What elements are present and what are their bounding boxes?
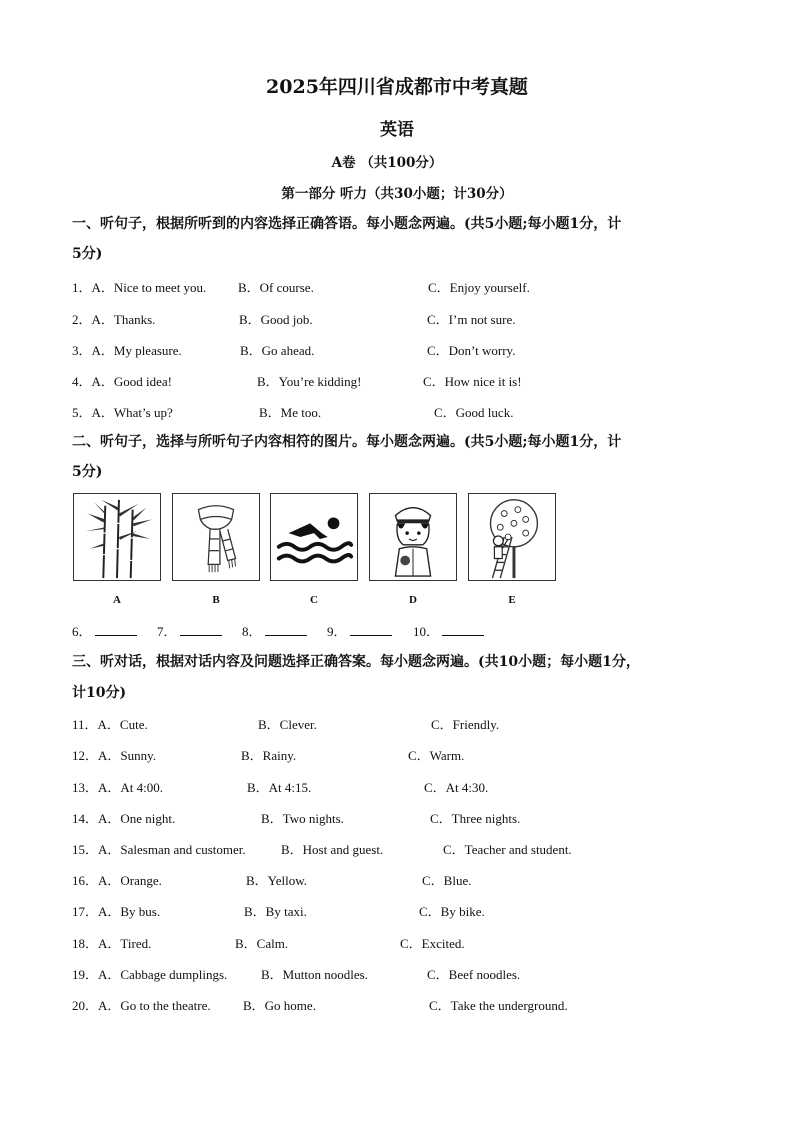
question-11-c: C．Friendly. <box>431 717 500 732</box>
question-15-a: 15．A．Salesman and customer. <box>72 842 246 857</box>
question-14-a: 14．A．One night. <box>72 811 176 826</box>
picture-d <box>369 493 457 581</box>
blank-line <box>95 623 137 636</box>
section2-instruction: 二、听句子，选择与所听句子内容相符的图片。每小题念两遍。(共5小题;每小题1分，计 <box>72 434 622 450</box>
blank-line <box>180 623 222 636</box>
question-11-a: 11．A．Cute. <box>72 717 148 732</box>
answer-blank-7[interactable] <box>157 621 222 640</box>
part-heading: 第一部分 听力（共30小题；计30分） <box>281 186 513 202</box>
question-13-a: 13．A．At 4:00. <box>72 780 164 795</box>
question-4-b: B．You’re kidding! <box>257 374 362 389</box>
section1-instruction-cont: 5分) <box>72 246 103 262</box>
question-1-c: C．Enjoy yourself. <box>428 280 530 295</box>
question-18-a: 18．A．Tired. <box>72 936 152 951</box>
answer-blank-6[interactable] <box>72 621 137 640</box>
question-2-b: B．Good job. <box>239 312 313 327</box>
question-16-c: C．Blue. <box>422 873 472 888</box>
question-19-c: C．Beef noodles. <box>427 967 521 982</box>
apple-picking-icon <box>469 494 555 580</box>
question-17-a: 17．A．By bus. <box>72 904 161 919</box>
subject-title: 英语 <box>380 120 414 140</box>
scarf-icon <box>173 494 259 580</box>
picture-b-label: B <box>212 594 220 606</box>
question-13-c: C．At 4:30. <box>424 780 489 795</box>
question-12-b: B．Rainy. <box>241 748 297 763</box>
picture-c-label: C <box>310 594 318 606</box>
section2-instruction-cont: 5分) <box>72 464 103 480</box>
question-20-a: 20．A．Go to the theatre. <box>72 998 211 1013</box>
question-12-a: 12．A．Sunny. <box>72 748 157 763</box>
question-15-c: C．Teacher and student. <box>443 842 572 857</box>
picture-a <box>73 493 161 581</box>
question-5-b: B．Me too. <box>259 405 322 420</box>
section3-instruction: 三、听对话，根据对话内容及问题选择正确答案。每小题念两遍。(共10小题；每小题1分， <box>72 654 640 670</box>
bamboo-icon <box>74 494 160 580</box>
picture-c <box>270 493 358 581</box>
question-20-b: B．Go home. <box>243 998 316 1013</box>
blank-line <box>350 623 392 636</box>
blank-number: 9． <box>327 624 347 639</box>
question-2-a: 2．A．Thanks. <box>72 312 156 327</box>
question-11-b: B．Clever. <box>258 717 317 732</box>
question-4-a: 4．A．Good idea! <box>72 374 173 389</box>
nurse-icon <box>370 494 456 580</box>
blank-number: 7． <box>157 624 177 639</box>
swimming-icon <box>271 494 357 580</box>
question-16-a: 16．A．Orange. <box>72 873 162 888</box>
blank-number: 6． <box>72 624 92 639</box>
question-2-c: C．I’m not sure. <box>427 312 516 327</box>
question-3-a: 3．A．My pleasure. <box>72 343 182 358</box>
question-5-a: 5．A．What’s up? <box>72 405 173 420</box>
question-1-a: 1．A．Nice to meet you. <box>72 280 207 295</box>
question-5-c: C．Good luck. <box>434 405 514 420</box>
question-15-b: B．Host and guest. <box>281 842 384 857</box>
answer-blank-9[interactable] <box>327 621 392 640</box>
section3-instruction-cont: 计10分) <box>72 685 127 701</box>
paper-heading: A卷 （共100分） <box>331 155 443 171</box>
blank-number: 8． <box>242 624 262 639</box>
question-19-a: 19．A．Cabbage dumplings. <box>72 967 228 982</box>
answer-blank-8[interactable] <box>242 621 307 640</box>
question-3-c: C．Don’t worry. <box>427 343 516 358</box>
question-18-c: C．Excited. <box>400 936 465 951</box>
answer-blank-10[interactable] <box>413 621 484 640</box>
picture-d-label: D <box>409 594 417 606</box>
picture-e <box>468 493 556 581</box>
question-18-b: B．Calm. <box>235 936 289 951</box>
question-1-b: B．Of course. <box>238 280 314 295</box>
section1-instruction: 一、听句子，根据所听到的内容选择正确答语。每小题念两遍。(共5小题;每小题1分，计 <box>72 216 622 232</box>
blank-line <box>265 623 307 636</box>
question-4-c: C．How nice it is! <box>423 374 522 389</box>
question-19-b: B．Mutton noodles. <box>261 967 368 982</box>
page-title: 2025年四川省成都市中考真题 <box>266 76 528 98</box>
picture-b <box>172 493 260 581</box>
question-17-b: B．By taxi. <box>244 904 307 919</box>
question-17-c: C．By bike. <box>419 904 485 919</box>
blank-number: 10． <box>413 624 440 639</box>
question-12-c: C．Warm. <box>408 748 465 763</box>
question-14-b: B．Two nights. <box>261 811 344 826</box>
question-16-b: B．Yellow. <box>246 873 308 888</box>
picture-a-label: A <box>113 594 121 606</box>
blank-line <box>442 623 484 636</box>
question-20-c: C．Take the underground. <box>429 998 568 1013</box>
question-14-c: C．Three nights. <box>430 811 521 826</box>
question-3-b: B．Go ahead. <box>240 343 315 358</box>
picture-e-label: E <box>508 594 516 606</box>
question-13-b: B．At 4:15. <box>247 780 312 795</box>
